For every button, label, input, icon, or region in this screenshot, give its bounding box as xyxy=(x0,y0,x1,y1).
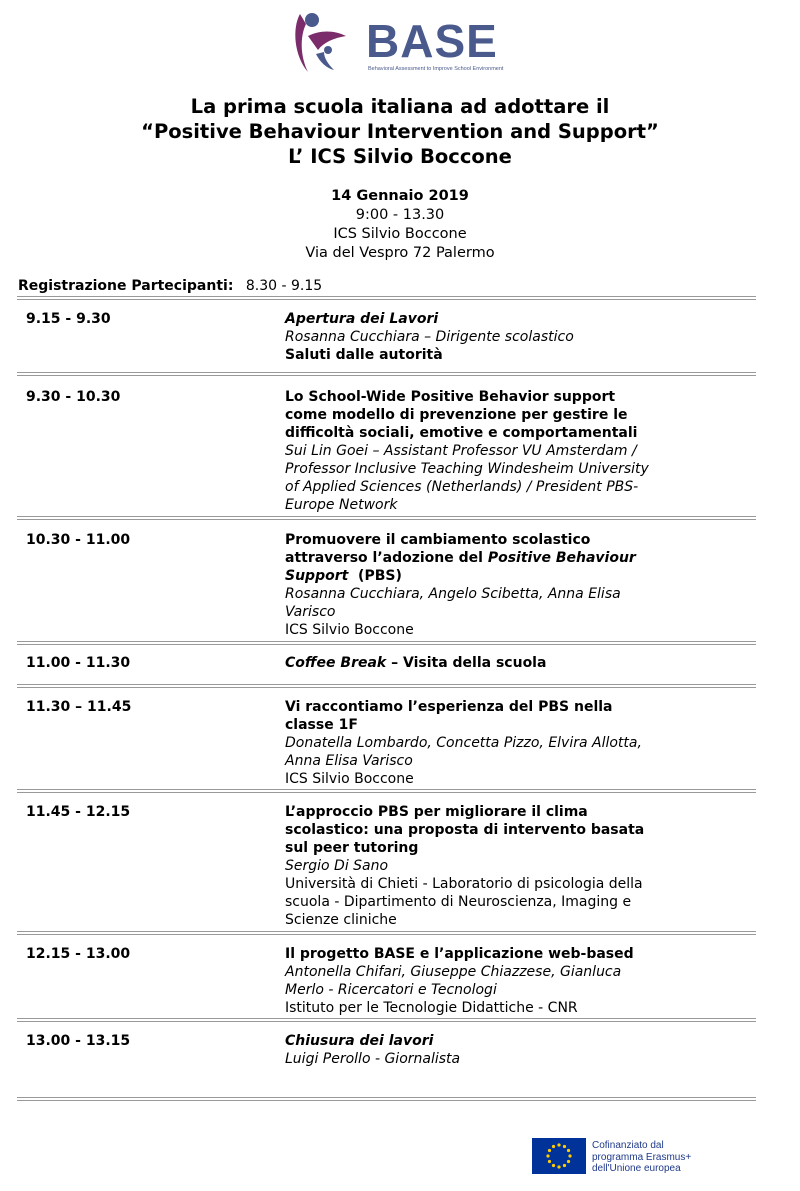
session-speaker: of Applied Sciences (Netherlands) / President PBS- xyxy=(285,479,639,495)
session-speaker: Europe Network xyxy=(285,497,398,513)
session-time: 12.15 - 13.00 xyxy=(26,946,131,962)
session-speaker: Donatella Lombardo, Concetta Pizzo, Elvira Allotta, xyxy=(285,735,642,751)
eu-star-icon xyxy=(557,1143,560,1146)
page-title xyxy=(0,94,800,169)
session-title-part: (PBS) xyxy=(348,568,402,584)
session-title: Apertura dei Lavori xyxy=(285,311,439,327)
eu-star-icon xyxy=(548,1160,551,1163)
session-time: 11.30 – 11.45 xyxy=(26,699,132,715)
base-logo xyxy=(290,6,510,76)
session-time: 13.00 - 13.15 xyxy=(26,1033,131,1049)
session-affiliation: scuola - Dipartimento di Neuroscienza, Imaging e xyxy=(285,894,632,910)
registration-time: 8.30 - 9.15 xyxy=(245,278,323,294)
divider xyxy=(17,641,756,645)
session-speaker: Antonella Chifari, Giuseppe Chiazzese, Gianluca xyxy=(285,964,622,980)
session-speaker: Rosanna Cucchiara, Angelo Scibetta, Anna Elisa xyxy=(285,586,621,602)
event-info xyxy=(0,187,800,263)
session-title: Chiusura dei lavori xyxy=(285,1033,434,1049)
session-title: L’approccio PBS per migliorare il clima xyxy=(285,804,588,820)
divider xyxy=(17,296,756,300)
session-title: Promuovere il cambiamento scolastico xyxy=(285,532,591,548)
base-logo-figure-icon xyxy=(290,6,362,76)
session-title-emphasis: Coffee Break xyxy=(285,655,387,671)
session-time: 9.15 - 9.30 xyxy=(26,311,111,327)
session-time: 10.30 - 11.00 xyxy=(26,532,131,548)
title-line: “Positive Behaviour Intervention and Support” xyxy=(141,120,659,143)
eu-text-line: dell'Unione europea xyxy=(592,1163,681,1174)
session-details xyxy=(285,698,655,788)
eu-star-icon xyxy=(548,1149,551,1152)
session-title xyxy=(285,549,655,567)
title-line: L’ ICS Silvio Boccone xyxy=(288,145,512,168)
session-details xyxy=(285,310,655,364)
eu-star-icon xyxy=(567,1160,570,1163)
session-time: 9.30 - 10.30 xyxy=(26,389,121,405)
session-details xyxy=(285,803,655,929)
session-title: Lo School-Wide Positive Behavior support xyxy=(285,389,616,405)
event-address: Via del Vespro 72 Palermo xyxy=(305,245,495,261)
event-hours: 9:00 - 13.30 xyxy=(355,207,445,223)
session-title: sul peer tutoring xyxy=(285,840,419,856)
session-title-part: – Visita della scuola xyxy=(386,655,547,671)
divider xyxy=(17,1097,756,1101)
session-time: 11.45 - 12.15 xyxy=(26,804,131,820)
event-date: 14 Gennaio 2019 xyxy=(331,188,469,204)
eu-star-icon xyxy=(563,1145,566,1148)
session-details xyxy=(285,1032,655,1068)
eu-text-line: Cofinanziato dal xyxy=(592,1140,664,1151)
session-title: Il progetto BASE e l’applicazione web-based xyxy=(285,946,634,962)
event-venue: ICS Silvio Boccone xyxy=(333,226,467,242)
session-speaker: Professor Inclusive Teaching Windesheim University xyxy=(285,461,649,477)
session-title: scolastico: una proposta di intervento basata xyxy=(285,822,645,838)
eu-cofunding-text xyxy=(592,1140,691,1175)
session-details xyxy=(285,945,655,1017)
session-title xyxy=(285,567,655,585)
session-title: Vi raccontiamo l’esperienza del PBS nella xyxy=(285,699,613,715)
eu-star-icon xyxy=(563,1164,566,1167)
session-affiliation: ICS Silvio Boccone xyxy=(285,622,414,638)
eu-star-icon xyxy=(546,1154,549,1157)
session-title: come modello di prevenzione per gestire le xyxy=(285,407,628,423)
session-details xyxy=(285,654,655,672)
session-title-emphasis: Support xyxy=(285,568,349,584)
base-logo-tagline: Behavioral Assessment to Improve School Environment xyxy=(368,66,504,72)
session-time: 11.00 - 11.30 xyxy=(26,655,131,671)
session-speaker: Anna Elisa Varisco xyxy=(285,753,413,769)
eu-cofunding-badge xyxy=(532,1138,722,1176)
session-title: classe 1F xyxy=(285,717,358,733)
session-speaker: Merlo - Ricercatori e Tecnologi xyxy=(285,982,497,998)
session-affiliation: Scienze cliniche xyxy=(285,912,397,928)
session-affiliation: Istituto per le Tecnologie Didattiche - CNR xyxy=(285,1000,578,1016)
registration-label: Registrazione Partecipanti: xyxy=(18,278,234,294)
divider xyxy=(17,516,756,520)
session-affiliation: ICS Silvio Boccone xyxy=(285,771,414,787)
session-title-emphasis: Positive Behaviour xyxy=(487,550,636,566)
divider xyxy=(17,931,756,935)
eu-star-icon xyxy=(568,1154,571,1157)
divider xyxy=(17,684,756,688)
session-title-part: attraverso l’adozione del xyxy=(285,550,488,566)
title-line: La prima scuola italiana ad adottare il xyxy=(190,95,610,118)
eu-star-icon xyxy=(567,1149,570,1152)
eu-star-icon xyxy=(552,1164,555,1167)
base-logo-text: BASE xyxy=(366,15,498,67)
divider xyxy=(17,372,756,376)
eu-text-line: programma Erasmus+ xyxy=(592,1151,692,1163)
session-speaker: Luigi Perollo - Giornalista xyxy=(285,1051,461,1067)
session-speaker: Rosanna Cucchiara – Dirigente scolastico xyxy=(285,329,574,345)
divider xyxy=(17,789,756,793)
session-title xyxy=(285,654,655,672)
session-affiliation: Università di Chieti - Laboratorio di psicologia della xyxy=(285,876,643,892)
session-details xyxy=(285,388,655,514)
divider xyxy=(17,1018,756,1022)
session-speaker: Varisco xyxy=(285,604,336,620)
eu-star-icon xyxy=(552,1145,555,1148)
eu-star-icon xyxy=(557,1165,560,1168)
eu-flag-icon xyxy=(532,1138,586,1174)
registration xyxy=(18,278,322,294)
session-speaker: Sui Lin Goei – Assistant Professor VU Amsterdam / xyxy=(285,443,637,459)
session-title: difficoltà sociali, emotive e comportamentali xyxy=(285,425,638,441)
session-details xyxy=(285,531,655,639)
session-speaker: Sergio Di Sano xyxy=(285,858,389,874)
session-note: Saluti dalle autorità xyxy=(285,347,443,363)
